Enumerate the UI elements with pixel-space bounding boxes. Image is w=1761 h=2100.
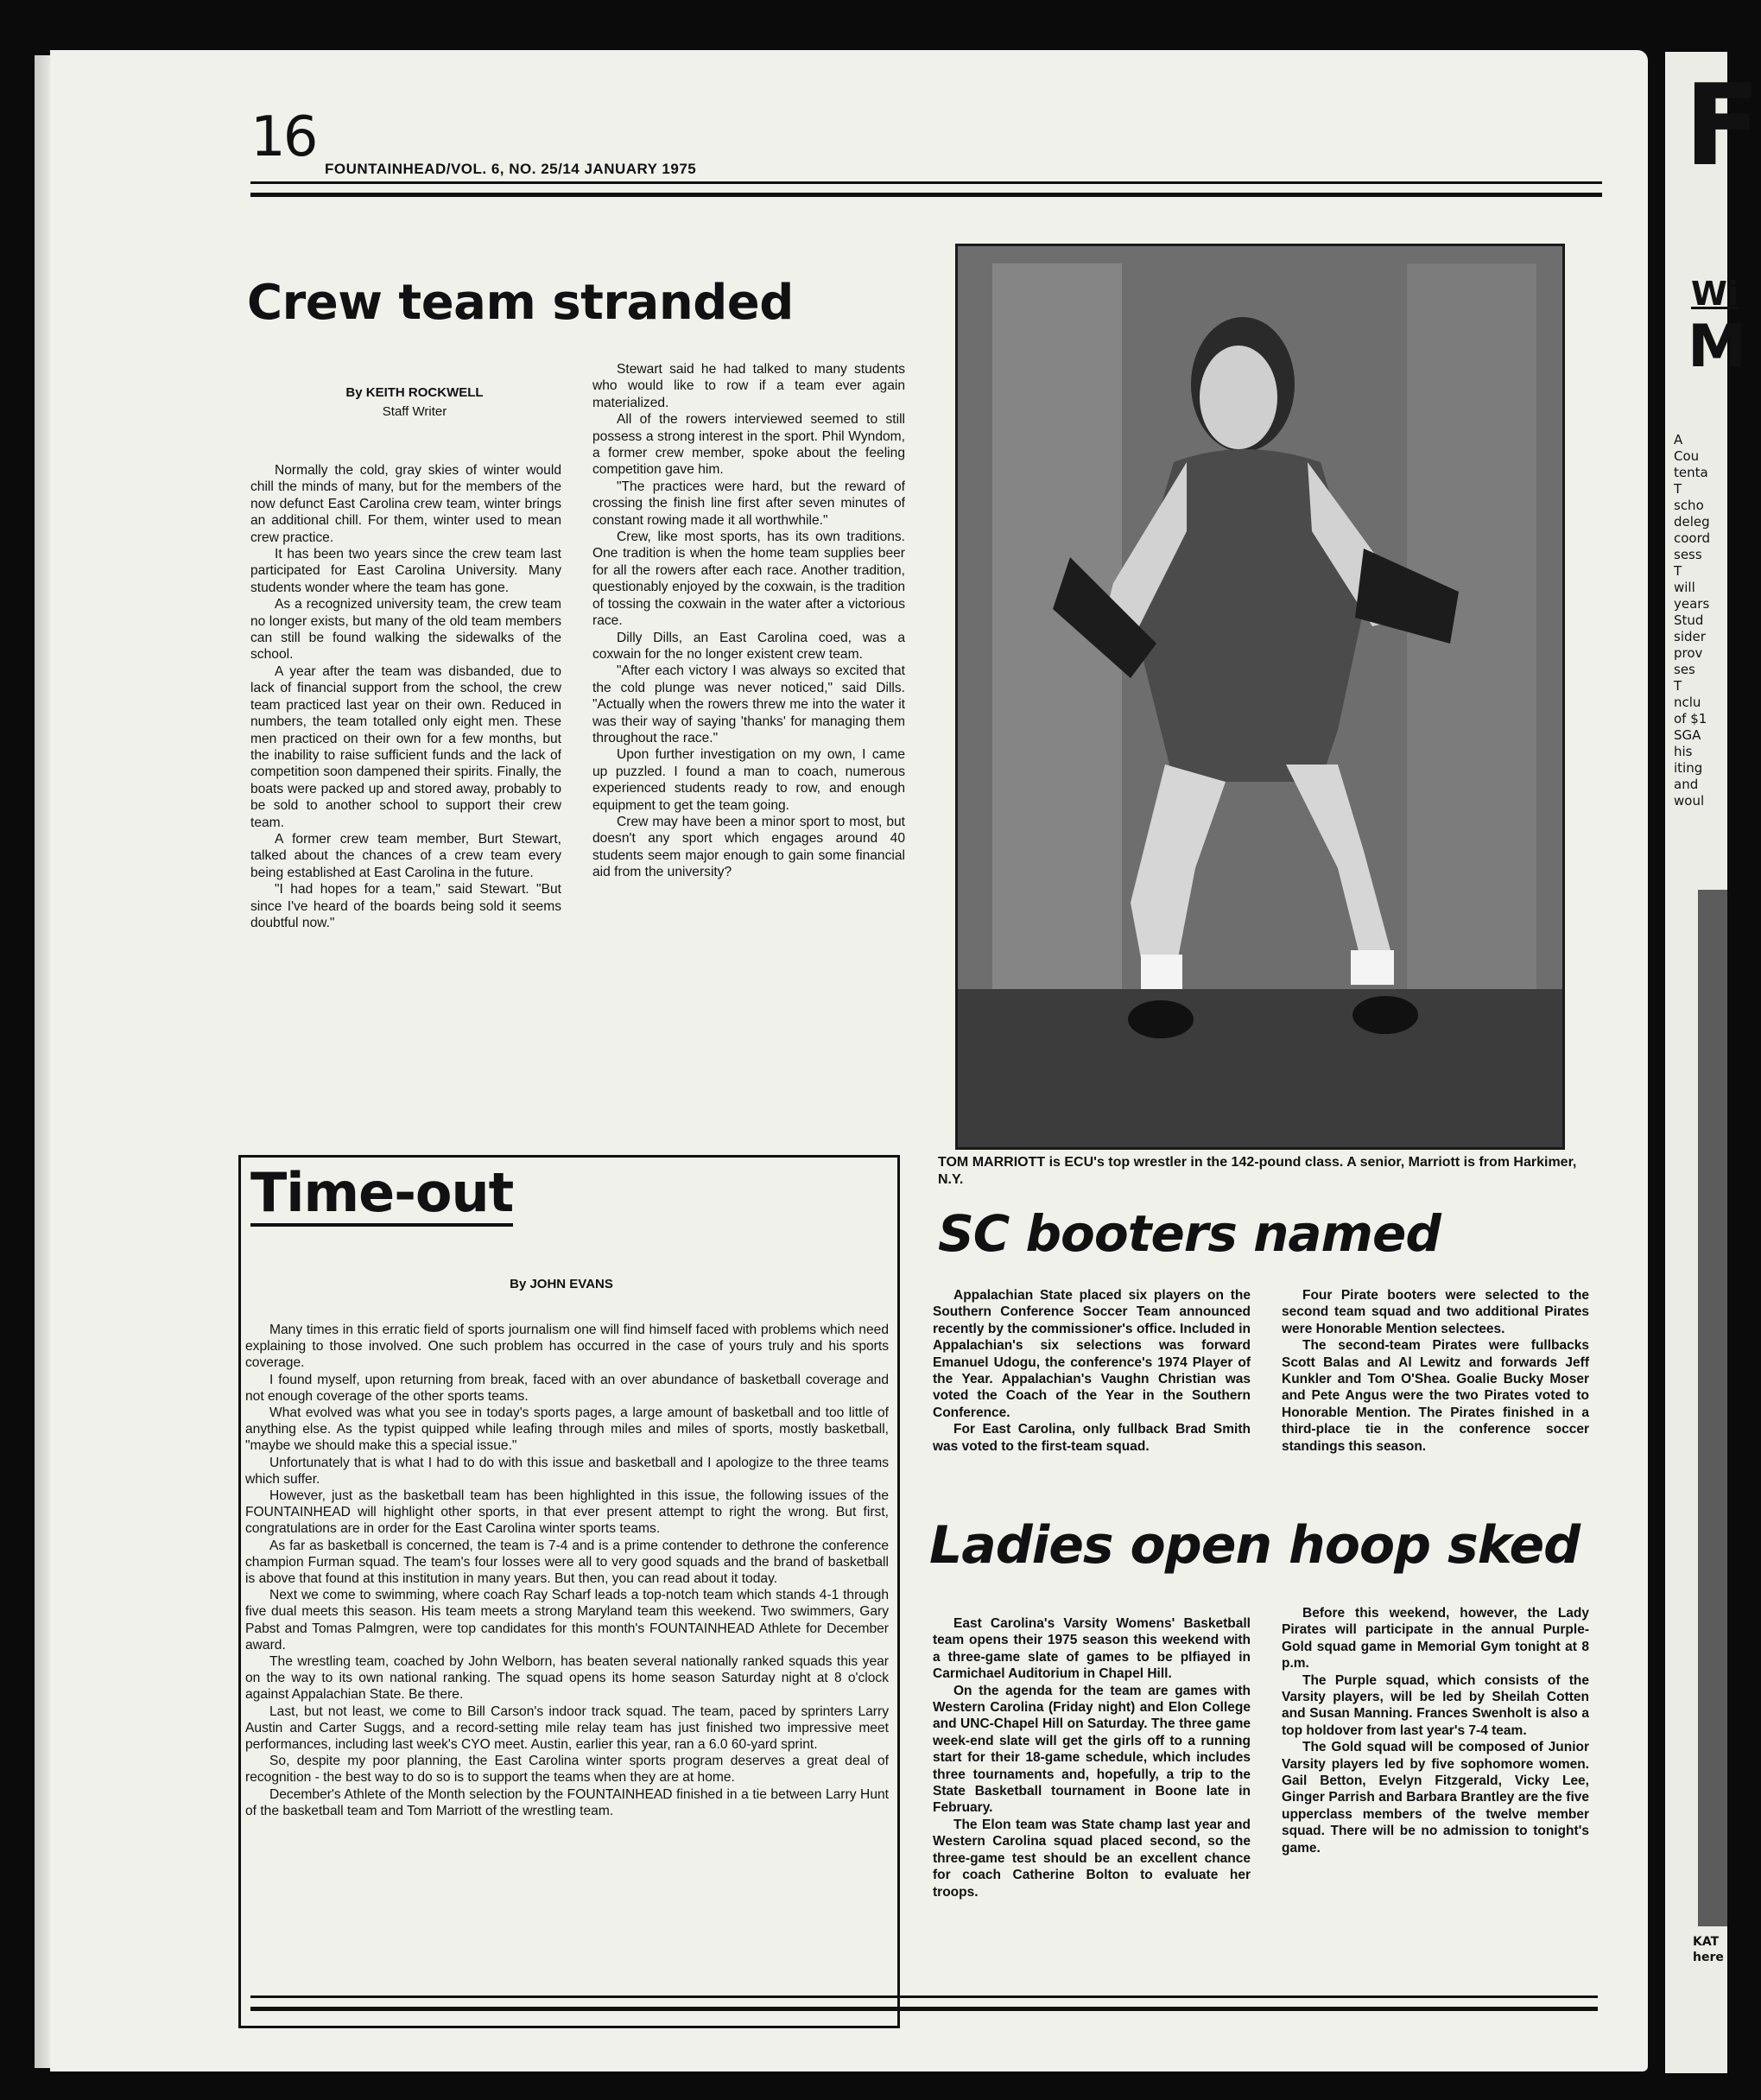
next-page-headline-letter: M <box>1688 313 1746 381</box>
fragment: coord <box>1674 530 1711 546</box>
crew-paragraph: Upon further investigation on my own, I came up puzzled. I found a man to coach, numerous experienced students ready to row, and enough equipment to get the team going. <box>592 747 905 813</box>
fragment: T <box>1674 481 1682 497</box>
fragment: T <box>1674 563 1682 579</box>
crew-paragraph: A year after the team was disbanded, due to lack of financial support from the school, the crew team practiced last year on their own. Reduced in numbers, the team totalled only eight men. These men practiced on their own for a few months, but the inability to raise sufficient funds and the lack of competition soon dampened their spirits. Finally, the boats were packed up and stored away, probably to be sold to another school to support their crew team. <box>250 663 561 830</box>
timeout-paragraph: Many times in this erratic field of sports journalism one will find himself faced with problems which need explaining to those involved. One such problem has occurred in the case of yours truly and his sports coverage. <box>245 1323 889 1371</box>
ladies-paragraph: East Carolina's Varsity Womens' Basketball team opens their 1975 season this weekend with a three-game slate of games to be plfiayed in Carmichael Auditorium in Chapel Hill. <box>933 1616 1251 1682</box>
ladies-paragraph: On the agenda for the team are games with Western Carolina (Friday night) and Elon College and UNC-Chapel Hill on Saturday. The three game week-end slate will get the girls off to a running start for their 18-game schedule, which includes three tournaments and, hopefully, a trip to the State Basketball tournament in Boone late in February. <box>933 1683 1251 1816</box>
ladies-paragraph: The Elon team was State champ last year and Western Carolina squad placed second, so the three-game test should be an excellent chance for coach Catherine Bolton to evaluate her troops. <box>933 1817 1251 1900</box>
crew-paragraph: Stewart said he had talked to many students who would like to row if a team ever again materialized. <box>592 362 905 410</box>
ladies-column-1 <box>933 1615 1251 1900</box>
header-rule <box>250 181 1602 197</box>
next-page-headline-fragment: Wi <box>1691 275 1739 313</box>
crew-paragraph: "The practices were hard, but the reward of crossing the finish line first after seven minutes of constant rowing made it all worthwhile." <box>592 479 905 528</box>
sc-paragraph: For East Carolina, only fullback Brad Smith was voted to the first-team squad. <box>933 1422 1251 1454</box>
fragment: scho <box>1674 498 1704 513</box>
crew-paragraph: All of the rowers interviewed seemed to still possess a strong interest in the sport. Phil Wyndom, a former crew member, spoke about the feeling competition gave him. <box>592 412 905 478</box>
ladies-column-2 <box>1282 1605 1589 1856</box>
fragment: will <box>1674 580 1695 595</box>
sc-column-1 <box>933 1287 1251 1455</box>
sc-column-2 <box>1282 1287 1589 1455</box>
crew-staff-writer: Staff Writer <box>382 404 447 419</box>
timeout-byline: By JOHN EVANS <box>510 1277 613 1291</box>
crew-paragraph: Normally the cold, gray skies of winter would chill the minds of many, but for the members of the now defunct East Carolina crew team, winter brings an additional chill. For them, winter used to mean crew practice. <box>250 463 561 545</box>
fragment: woul <box>1674 793 1705 809</box>
ladies-paragraph: Before this weekend, however, the Lady Pirates will participate in the annual Purple-Gold squad game in Memorial Gym tonight at 8 p.m. <box>1282 1606 1589 1672</box>
fragment: SGA <box>1674 727 1701 743</box>
fragment: ses <box>1674 662 1695 677</box>
crew-column-1 <box>250 462 561 931</box>
fragment: Cou <box>1674 448 1700 464</box>
footer-rule <box>250 1995 1598 2011</box>
sc-paragraph: Four Pirate booters were selected to the second team squad and two additional Pirates were Honorable Mention selectees. <box>1282 1288 1589 1336</box>
next-page-caption-fragment: KAT <box>1693 1935 1720 1949</box>
sc-paragraph: The second-team Pirates were fullbacks Scott Balas and Al Lewitz and forwards Jeff Kunkler and Tom O'Shea. Goalie Bucky Moser and Pete Angus were the two Pirates voted to Honorable Mention. The Pirates finished in a third-place tie in the conference soccer standings this season. <box>1282 1338 1589 1454</box>
timeout-paragraph: I found myself, upon returning from break, faced with an over abundance of basketball coverage and not enough coverage of the other sports teams. <box>245 1372 889 1404</box>
timeout-paragraph: Next we come to swimming, where coach Ray Scharf leads a top-notch team which stands 4-1 through five dual meets this season. His team meets a strong Maryland team this weekend. Two swimmers, Gary Pabst and Tomas Palmgren, were top candidates for this month's FOUNTAINHEAD Athlete for December award. <box>245 1588 889 1653</box>
fragment: prov <box>1674 645 1703 661</box>
timeout-paragraph: What evolved was what you see in today's sports pages, a large amount of basketball and too little of anything else. As the typist quipped while leafing through miles and miles of sports, mostly basketball, "maybe we should make this a special issue." <box>245 1405 889 1454</box>
crew-paragraph: Dilly Dills, an East Carolina coed, was a coxwain for the no longer existent crew team. <box>592 630 905 662</box>
timeout-paragraph: December's Athlete of the Month selection by the FOUNTAINHEAD finished in a tie between Larry Hunt of the basketball team and Tom Marriott of the wrestling team. <box>245 1786 889 1818</box>
fragment: iting <box>1674 760 1703 776</box>
next-page-text-fragments <box>1674 432 1726 809</box>
timeout-paragraph: As far as basketball is concerned, the team is 7-4 and is a prime contender to dethrone the conference champion Furman squad. The team's four losses were all to very good squads and the brand of basketball is above that found at this institution in many years. But then, you can read about it today. <box>245 1538 889 1587</box>
timeout-paragraph: However, just as the basketball team has been highlighted in this issue, the following issues of the FOUNTAINHEAD will highlight other sports, in that ever present attempt to right the wrong. But first, congratulations are in order for the East Carolina winter sports teams. <box>245 1488 889 1537</box>
timeout-paragraph: Unfortunately that is what I had to do with this issue and basketball and I apologize to the three teams which suffer. <box>245 1455 889 1487</box>
next-page-caption-fragment-2: here <box>1693 1951 1724 1964</box>
wrestler-figure-icon <box>958 246 1562 1147</box>
fragment: Stud <box>1674 612 1704 628</box>
fragment: sider <box>1674 629 1706 644</box>
page-number: 16 <box>250 105 316 169</box>
ladies-headline: Ladies open hoop sked <box>929 1515 1580 1576</box>
timeout-body <box>245 1322 889 1819</box>
fragment: T <box>1674 678 1682 694</box>
fragment: nclu <box>1674 695 1701 710</box>
timeout-headline: Time-out <box>250 1163 513 1227</box>
ladies-paragraph: The Gold squad will be composed of Junior Varsity players led by five sophomore women. Gail Betton, Evelyn Fitzgerald, Vicky Lee, Ginger Parrish and Barbara Brantley are the five upperclass members of the twelve member squad. There will be no admission to tonight's game. <box>1282 1740 1589 1856</box>
fragment: of $1 <box>1674 711 1707 726</box>
crew-paragraph: As a recognized university team, the crew team no longer exists, but many of the old team members can still be found walking the sidewalks of the school. <box>250 597 561 663</box>
crew-paragraph: It has been two years since the crew team last participated for East Carolina University. Many students wonder where the team has gone. <box>250 547 561 595</box>
timeout-paragraph: The wrestling team, coached by John Welborn, has beaten several nationally ranked squads this year on the way to its own national ranking. The squad opens its home season Saturday night at 8 o'clock against Appalachian State. Be there. <box>245 1654 889 1703</box>
fragment: his <box>1674 744 1693 759</box>
folio-line: FOUNTAINHEAD/VOL. 6, NO. 25/14 JANUARY 1975 <box>325 161 697 177</box>
fragment: sess <box>1674 547 1702 562</box>
timeout-paragraph: So, despite my poor planning, the East Carolina winter sports program deserves a great deal of recognition - the best way to do so is to support the teams when they are at home. <box>245 1754 889 1786</box>
crew-column-2 <box>592 361 905 881</box>
crew-paragraph: "After each victory I was always so excited that the cold plunge was never noticed," said Dills. "Actually when the rowers threw me into the water it was their way of saying 'thanks' for managing them throughout the race." <box>592 663 905 745</box>
next-page-big-letter: F <box>1684 60 1761 191</box>
next-page-photo-fragment <box>1698 890 1727 1926</box>
crew-headline: Crew team stranded <box>247 275 794 331</box>
fragment: tenta <box>1674 465 1708 480</box>
ladies-paragraph: The Purple squad, which consists of the Varsity players, will be led by Sheilah Cotten and Susan Manning. Frances Swenholt is also a top holdover from last year's 7-4 team. <box>1282 1672 1589 1738</box>
photo-caption: TOM MARRIOTT is ECU's top wrestler in the 142-pound class. A senior, Marriott is from Harkimer, N.Y. <box>938 1155 1577 1187</box>
fragment: and <box>1674 777 1699 792</box>
wrestler-photo <box>955 244 1565 1150</box>
fragment: years <box>1674 596 1710 612</box>
crew-paragraph: A former crew team member, Burt Stewart, talked about the chances of a crew team every being established at East Carolina in the future. <box>250 831 561 880</box>
fragment: A <box>1674 432 1683 447</box>
sc-headline: SC booters named <box>938 1204 1441 1263</box>
crew-byline: By KEITH ROCKWELL <box>345 385 484 400</box>
timeout-paragraph: Last, but not least, we come to Bill Carson's indoor track squad. The team, paced by sprinters Larry Austin and Carter Suggs, and a record-setting mile relay team has just finished two impressive meet performances, including last week's CYO meet. Austin, earlier this year, ran a 6.0 60-yard sprint. <box>245 1703 889 1753</box>
crew-paragraph: Crew may have been a minor sport to most, but doesn't any sport which engages around 40 students seem major enough to gain some financial aid from the university? <box>592 814 905 880</box>
fragment: deleg <box>1674 514 1710 530</box>
crew-paragraph: "I had hopes for a team," said Stewart. "But since I've heard of the boards being sold it seems doubtful now." <box>250 882 561 930</box>
sc-paragraph: Appalachian State placed six players on the Southern Conference Soccer Team announced recently by the commissioner's office. Included in Appalachian's six selections was forward Emanuel Udogu, the conference's 1974 Player of the Year. Appalachian's Vaughn Christian was voted the Coach of the Year in the Southern Conference. <box>933 1288 1251 1420</box>
crew-paragraph: Crew, like most sports, has its own traditions. One tradition is when the home team supplies beer for all the rowers after each race. Another tradition, questionably enjoyed by the coxwain, is the tradition of tossing the coxwain in the water after a victorious race. <box>592 530 905 629</box>
